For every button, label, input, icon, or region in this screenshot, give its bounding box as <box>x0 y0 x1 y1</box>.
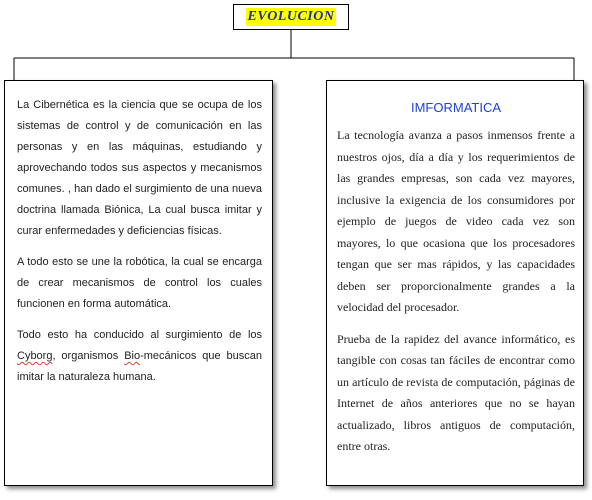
rapidez-paragraph: Prueba de la rapidez del avance informático, es tangible con cosas tan fáciles de encontrar como un artículo de revista de computación, páginas de Internet de años anteriores que no se hayan actualizado, libros antiguos de computación, entre otras. <box>337 331 575 453</box>
cibernetica-box <box>4 80 273 486</box>
cibernetica-paragraph: La Cibernética es la ciencia que se ocupa de los sistemas de control y de comunicación en las personas y en las máquinas, estudiando y aprovechando todos sus aspectos y mecanismos comunes. , han dado el surgimiento de una nueva doctrina llamada Biónica, La cual busca imitar y curar enfermedades y deficiencias físicas. <box>17 99 262 237</box>
informatica-heading: IMFORMATICA <box>410 100 502 115</box>
cyborg-word: Cyborg <box>17 350 53 362</box>
title-text: EVOLUCION <box>247 9 335 24</box>
title-box <box>233 4 349 30</box>
robotica-paragraph: A todo esto se une la robótica, la cual se encarga de crear mecanismos de control los cuales funcionen en forma automática. <box>17 256 262 310</box>
cyborg-text-end: -mecánicos que buscan imitar la naturaleza humana. <box>17 350 262 383</box>
cyborg-text-start: Todo esto ha conducido al surgimiento de los <box>17 329 262 341</box>
tecnologia-paragraph: La tecnología avanza a pasos inmensos frente a nuestros ojos, día a día y los requerimientos de las grandes empresas, son cada vez mayores, inclusive la exigencia de los consumidores por ejemplo de juegos de video cada vez son mayores, lo que ocasiona que los procesadores tengan que ser mas rápidos, y las capacidades deben ser proporcionalmente grandes a la velocidad del procesador. <box>337 128 575 314</box>
informatica-box <box>326 80 584 486</box>
cyborg-text-middle: , organismos <box>52 350 125 362</box>
bio-word: Bio <box>124 350 141 362</box>
cyborg-paragraph <box>17 325 262 388</box>
